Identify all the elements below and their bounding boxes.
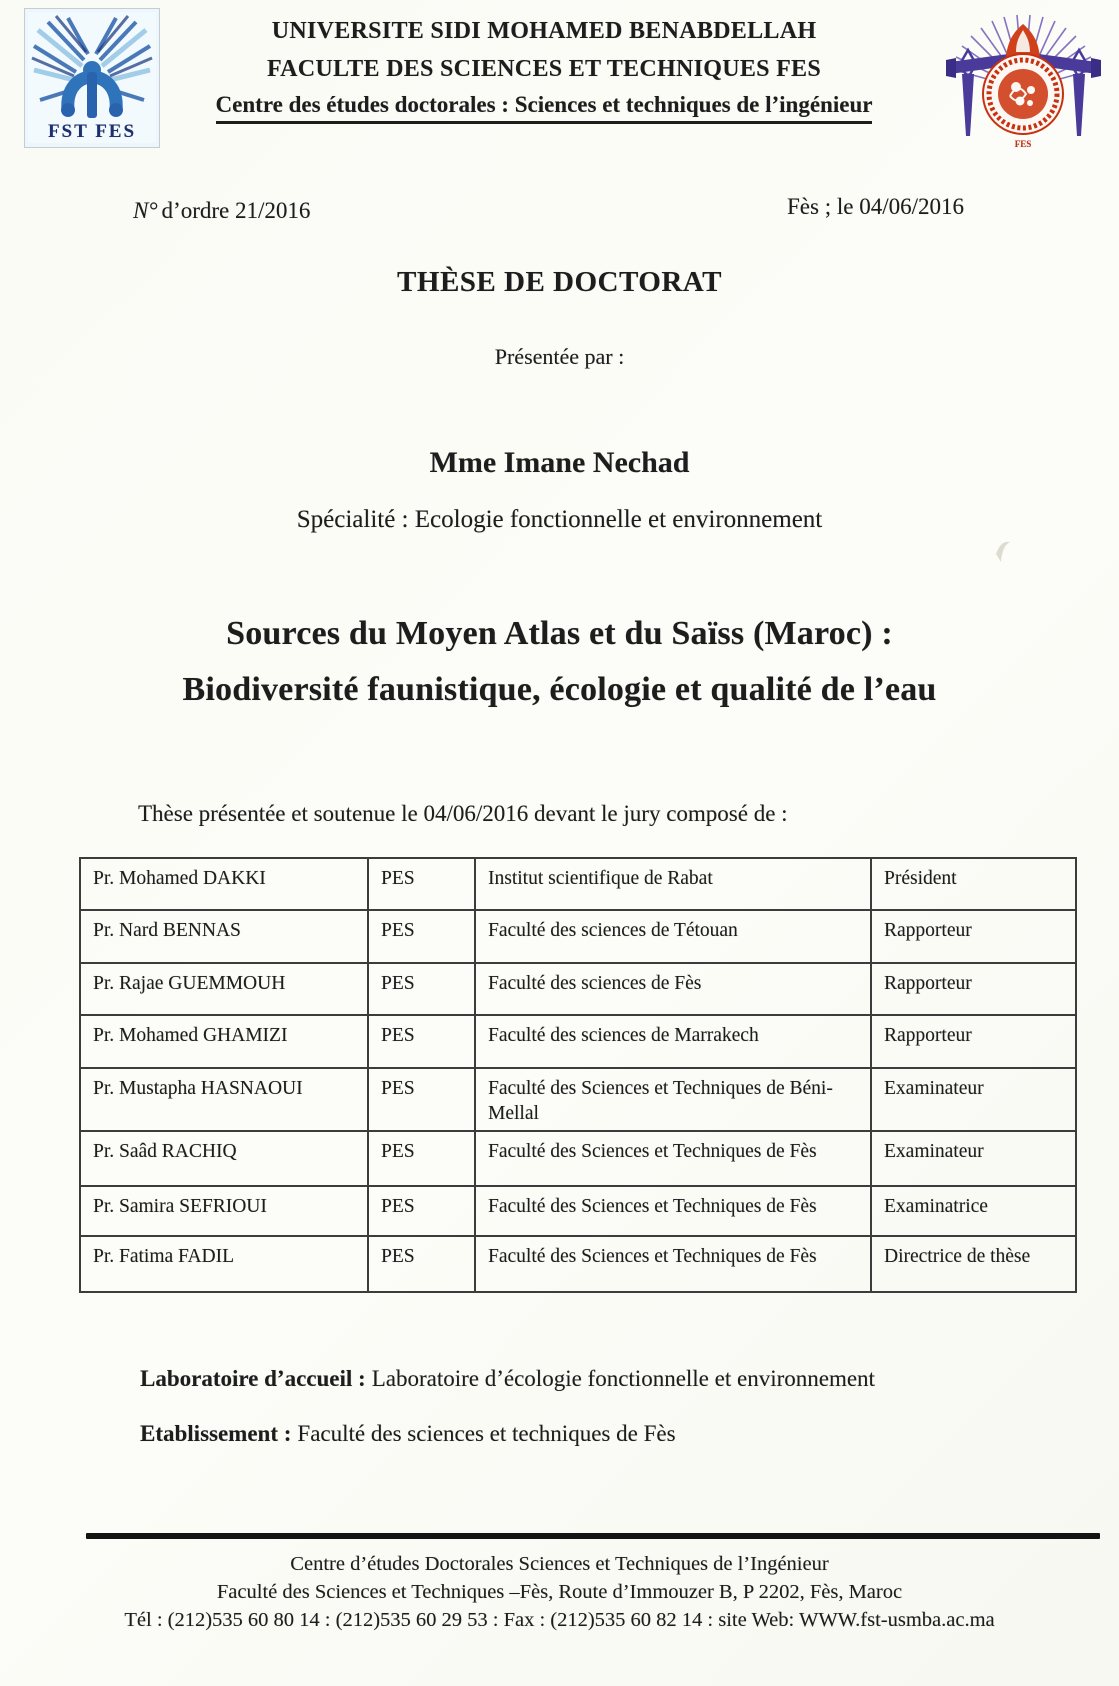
document-type-title: THÈSE DE DOCTORAT	[397, 266, 722, 298]
jury-member-role: Rapporteur	[871, 910, 1076, 963]
thesis-title-line2: Biodiversité faunistique, écologie et qualité de l’eau	[182, 671, 937, 708]
jury-intro-line: Thèse présentée et soutenue le 04/06/2016 devant le jury composé de :	[138, 801, 788, 826]
footer-block	[0, 1550, 1119, 1634]
jury-member-role: Président	[871, 858, 1076, 910]
establishment-line	[140, 1421, 676, 1447]
header-text-block	[168, 16, 920, 124]
usmba-emblem-graphic	[936, 0, 1110, 152]
host-lab-value: Laboratoire d’écologie fonctionnelle et environnement	[371, 1366, 875, 1391]
footer-divider	[86, 1533, 1100, 1539]
fst-fes-logo	[24, 8, 160, 148]
host-lab-line	[140, 1366, 875, 1392]
jury-member-institution: Faculté des Sciences et Techniques de Fès	[475, 1186, 871, 1236]
jury-member-grade: PES	[368, 1131, 475, 1186]
jury-member-name: Pr. Mohamed DAKKI	[80, 858, 368, 910]
doctoral-center-name: Centre des études doctorales : Sciences et techniques de l’ingénieur	[216, 92, 873, 124]
jury-row	[80, 963, 1076, 1015]
jury-member-name: Pr. Nard BENNAS	[80, 910, 368, 963]
jury-row	[80, 1236, 1076, 1292]
jury-row	[80, 858, 1076, 910]
jury-row	[80, 1068, 1076, 1131]
jury-member-role: Directrice de thèse	[871, 1236, 1076, 1292]
jury-member-role: Rapporteur	[871, 963, 1076, 1015]
jury-member-role: Examinateur	[871, 1131, 1076, 1186]
jury-member-institution: Faculté des sciences de Fès	[475, 963, 871, 1015]
jury-member-institution: Institut scientifique de Rabat	[475, 858, 871, 910]
jury-row	[80, 1015, 1076, 1068]
order-number	[133, 198, 310, 224]
jury-member-name: Pr. Mustapha HASNAOUI	[80, 1068, 368, 1131]
footer-address: Faculté des Sciences et Techniques –Fès, Route d’Immouzer B, P 2202, Fès, Maroc	[216, 1581, 903, 1603]
place-and-date: Fès ; le 04/06/2016	[787, 194, 964, 219]
usmba-emblem-caption: FES	[1014, 139, 1032, 149]
fst-fes-logo-graphic	[24, 8, 160, 148]
jury-member-grade: PES	[368, 1015, 475, 1068]
footer-center-name: Centre d’études Doctorales Sciences et Techniques de l’Ingénieur	[290, 1553, 829, 1575]
jury-row	[80, 1186, 1076, 1236]
usmba-emblem	[936, 0, 1110, 152]
jury-member-institution: Faculté des sciences de Marrakech	[475, 1015, 871, 1068]
jury-member-role: Rapporteur	[871, 1015, 1076, 1068]
jury-member-institution: Faculté des Sciences et Techniques de Fès	[475, 1131, 871, 1186]
jury-member-name: Pr. Fatima FADIL	[80, 1236, 368, 1292]
jury-member-grade: PES	[368, 910, 475, 963]
faculty-name: FACULTE DES SCIENCES ET TECHNIQUES FES	[266, 56, 822, 82]
jury-member-name: Pr. Samira SEFRIOUI	[80, 1186, 368, 1236]
jury-member-grade: PES	[368, 1186, 475, 1236]
order-number-symbol: N°	[133, 198, 158, 223]
jury-table	[79, 857, 1077, 1293]
jury-member-institution: Faculté des Sciences et Techniques de Fès	[475, 1236, 871, 1292]
jury-member-name: Pr. Rajae GUEMMOUH	[80, 963, 368, 1015]
jury-row	[80, 910, 1076, 963]
host-lab-label: Laboratoire d’accueil :	[140, 1366, 366, 1391]
thesis-title	[0, 606, 1119, 718]
thesis-title-line1: Sources du Moyen Atlas et du Saïss (Maroc) :	[226, 615, 893, 652]
establishment-value: Faculté des sciences et techniques de Fès	[297, 1421, 676, 1446]
author-name: Mme Imane Nechad	[429, 446, 690, 479]
specialty-line: Spécialité : Ecologie fonctionnelle et environnement	[296, 506, 823, 533]
order-number-text: d’ordre 21/2016	[161, 198, 311, 223]
jury-member-institution: Faculté des Sciences et Techniques de Béni-Mellal	[475, 1068, 871, 1131]
jury-member-role: Examinatrice	[871, 1186, 1076, 1236]
footer-contacts: Tél : (212)535 60 80 14 : (212)535 60 29 53 : Fax : (212)535 60 82 14 : site Web: WWW.fst-usmba.ac.ma	[124, 1609, 995, 1631]
jury-member-grade: PES	[368, 1068, 475, 1131]
jury-member-name: Pr. Mohamed GHAMIZI	[80, 1015, 368, 1068]
jury-member-name: Pr. Saâd RACHIQ	[80, 1131, 368, 1186]
jury-member-grade: PES	[368, 963, 475, 1015]
fst-logo-caption: FST FES	[47, 121, 137, 142]
establishment-label: Etablissement :	[140, 1421, 292, 1446]
pen-mark-artifact	[992, 538, 1014, 564]
jury-member-grade: PES	[368, 858, 475, 910]
jury-member-role: Examinateur	[871, 1068, 1076, 1131]
jury-row	[80, 1131, 1076, 1186]
university-name: UNIVERSITE SIDI MOHAMED BENABDELLAH	[271, 18, 817, 44]
jury-member-institution: Faculté des sciences de Tétouan	[475, 910, 871, 963]
jury-member-grade: PES	[368, 1236, 475, 1292]
presented-by-label: Présentée par :	[494, 344, 625, 369]
